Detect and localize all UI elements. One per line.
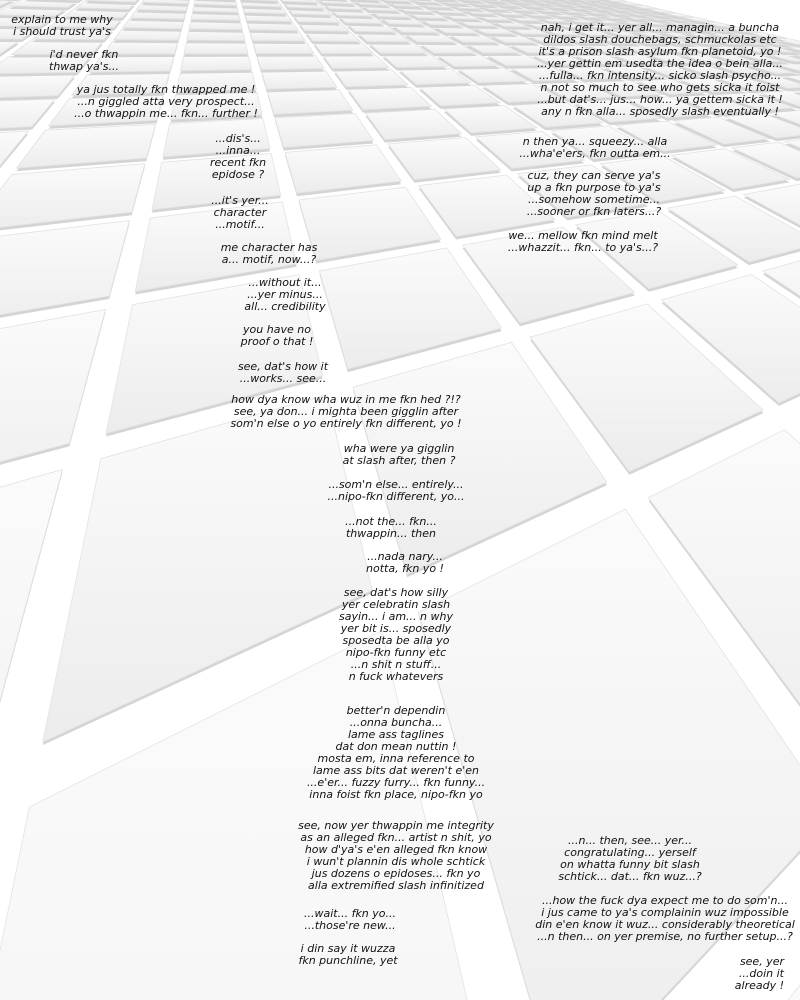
dialogue-line-center-16: i din say it wuzza fkn punchline, yet <box>298 942 398 967</box>
dialogue-line-center-10: ...not the... fkn... thwappin... then <box>345 515 437 540</box>
floor-tile <box>334 70 408 87</box>
dialogue-line-center-8: wha were ya gigglin at slash after, then ? <box>342 442 456 467</box>
floor-tile <box>0 75 75 99</box>
floor-tile <box>299 187 441 260</box>
floor-tile <box>348 87 432 110</box>
dialogue-line-center-4: ...without it... ...yer minus... all... credibility <box>244 276 326 313</box>
dialogue-line-center-13: better'n dependin ...onna buncha... lame ass taglines dat don mean nuttin ! mosta em, inna reference to lame ass bits dat weren't e'en ...e'er... fuzzy furry... fkn funny... inna foist fkn place, nipo-fkn yo <box>306 704 486 801</box>
dialogue-line-left-2: i'd never fkn thwap ya's... <box>49 48 119 73</box>
dialogue-line-right-1: nah, i get it... yer all... managin... a buncha dildos slash douchebags, schmuckolas etc it's a prison slash asylum fkn planetoid, yo ! ...yer gettin em usedta the idea o bein alla... ...fulla... fkn intensity... sicko slash psycho... n not so much to see who gets sicka it foist ...but dat's... jus... how... ya gettem sicka it ! any n fkn alla... sposedly slash eventually ! <box>537 21 783 118</box>
dialogue-line-center-3: me character has a... motif, now...? <box>220 241 318 266</box>
dialogue-line-center-15: ...wait... fkn yo... ...those're new... <box>303 907 397 932</box>
floor-tile <box>262 71 337 90</box>
dialogue-line-right-2: n then ya... squeezy... alla ...wha'e'ers, fkn outta em... <box>519 135 671 160</box>
floor-tile <box>323 55 389 69</box>
dialogue-line-center-9: ...som'n else... entirely... ...nipo-fkn different, yo... <box>327 478 465 503</box>
dialogue-line-left-1: explain to me why i should trust ya's <box>11 13 113 38</box>
dialogue-line-center-12: see, dat's how silly yer celebratin slash sayin... i am... n why yer bit is... sposedly sposedta be alla yo nipo-fkn funny etc ...n shit n stuff... n fuck whatevers <box>339 586 453 683</box>
floor-tile <box>268 90 353 115</box>
dialogue-line-right-3: cuz, they can serve ya's up a fkn purpose to ya's ...somehow sometime... ...sooner or fkn laters...? <box>526 169 662 218</box>
dialogue-line-center-5: you have no proof o that ! <box>240 323 314 348</box>
dialogue-line-right-7: see, yer ...doin it already ! <box>734 955 784 992</box>
dialogue-line-center-1: ...dis's... ...inna... recent fkn epidose ? <box>209 132 267 181</box>
dialogue-line-center-11: ...nada nary... notta, fkn yo ! <box>366 550 444 575</box>
dialogue-line-center-14: see, now yer thwappin me integrity as an alleged fkn... artist n shit, yo how d'ya's e'en alleged fkn know i wun't plannin dis whole schtick jus dozens o epidoses... fkn yo alla extremified slash infinitized <box>298 819 494 892</box>
dialogue-line-right-6: ...how the fuck dya expect me to do som'n... i jus came to ya's complainin wuz impossible din e'en know it wuz... considerably theoretical ...n then... on yer premise, no further setup...? <box>535 894 795 943</box>
dialogue-line-right-4: we... mellow fkn mind melt ...whazzit... fkn... to ya's...? <box>507 229 659 254</box>
floor-tile <box>257 55 324 69</box>
dialogue-line-left-3: ya jus totally fkn thwapped me ! ...n giggled atta very prospect... ...o thwappin me... fkn... further ! <box>74 83 258 120</box>
dialogue-line-center-6: see, dat's how it ...works... see... <box>237 360 329 385</box>
floor-tile <box>0 220 130 333</box>
floor-tile <box>181 56 252 71</box>
floor-tile <box>184 42 248 54</box>
dialogue-line-center-2: ...it's yer... character ...motif... <box>211 194 269 231</box>
dialogue-line-right-5: ...n... then, see... yer... congratulating... yerself on whatta funny bit slash schtick... dat... fkn wuz...? <box>558 834 702 883</box>
floor-tile <box>319 248 501 369</box>
dialogue-line-center-7: how dya know wha wuz in me fkn hed ?!? see, ya don... i mighta been gigglin after som'n else o yo entirely fkn different, yo ! <box>230 393 462 430</box>
